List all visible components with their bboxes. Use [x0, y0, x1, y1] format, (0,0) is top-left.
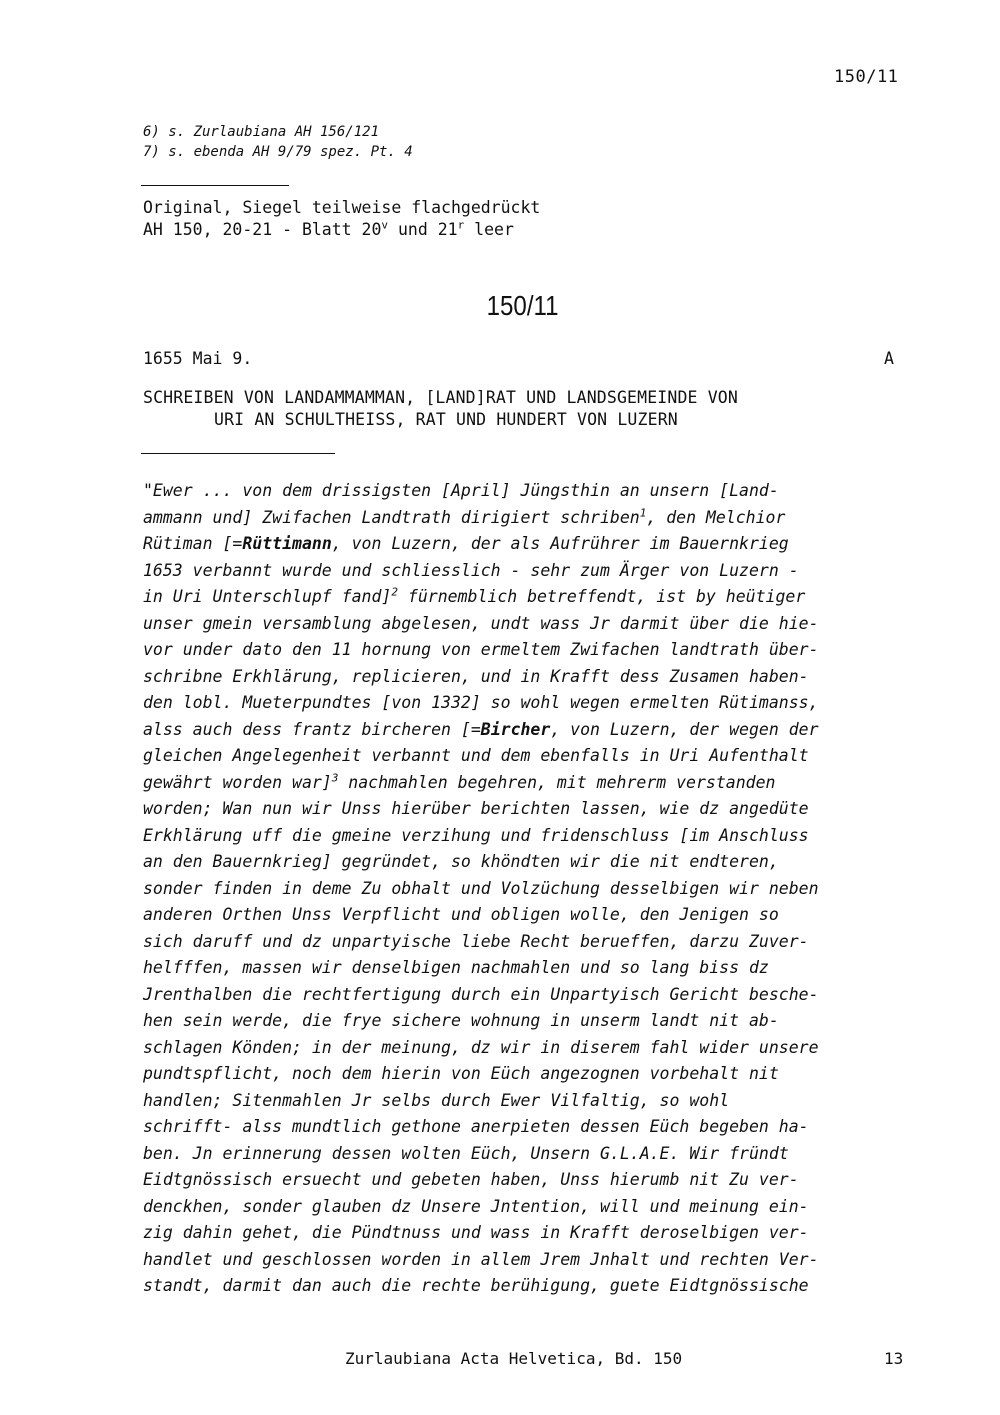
heading-divider	[141, 453, 335, 454]
body-segment: helfffen, massen wir denselbigen nachmahlen und so lang biss dz	[143, 958, 769, 977]
body-segment: sich daruff und dz unpartyische liebe Recht berueffen, darzu Zuver-	[143, 931, 809, 951]
body-segment: 1653 verbannt wurde und schliesslich - sehr zum Ärger von Luzern -	[143, 560, 799, 580]
body-segment: sonder finden in deme Zu obhalt und Volzüchung desselbigen wir neben	[143, 878, 819, 898]
footnote-divider	[141, 185, 289, 186]
document-body-text	[143, 478, 923, 1300]
body-line	[143, 1061, 923, 1088]
body-segment: , von Luzern, der wegen der	[550, 719, 819, 739]
body-line	[143, 717, 923, 744]
body-segment: alss auch dess frantz bircheren [=	[143, 719, 481, 739]
body-segment: , von Luzern, der als Aufrührer im Bauernkrieg	[331, 534, 789, 553]
body-segment: in Uri Unterschlupf fand]	[143, 587, 392, 606]
document-letter: A	[884, 349, 894, 368]
body-line	[143, 849, 923, 876]
body-line	[143, 1008, 923, 1035]
body-line	[143, 743, 923, 770]
body-line	[143, 1167, 923, 1194]
body-line	[143, 1247, 923, 1274]
body-line	[143, 902, 923, 929]
body-segment: worden; Wan nun wir Unss hierüber berichten lassen, wie dz angedüte	[143, 799, 809, 818]
body-segment: pundtspflicht, noch dem hierin von Eüch angezognen vorbehalt nit	[143, 1064, 779, 1083]
body-segment: Erkhlärung uff die gmeine verzihung und fridenschluss [im Anschluss	[143, 825, 809, 845]
body-segment: nachmahlen begehren, mit mehrerm verstanden	[338, 772, 776, 792]
superscript-v: v	[381, 218, 389, 232]
body-segment: handlet und geschlossen worden in allem Jrem Jnhalt und rechten Ver-	[143, 1249, 819, 1269]
footnote-reference: 1	[639, 506, 647, 519]
footer-page-number: 13	[884, 1349, 904, 1368]
body-line	[143, 478, 923, 505]
document-number: 150/11	[486, 290, 559, 321]
document-heading-line-1: SCHREIBEN VON LANDAMMAMMAN, [LAND]RAT UND LANDSGEMEINDE VON	[143, 388, 738, 407]
body-segment: , den Melchior	[646, 507, 786, 527]
body-line	[143, 1220, 923, 1247]
source-note-suffix: leer	[464, 220, 514, 239]
body-segment: standt, darmit dan auch die rechte berühigung, guete Eidtgnössische	[143, 1276, 809, 1295]
body-line	[143, 1114, 923, 1141]
body-segment: ammann und] Zwifachen Landtrath dirigiert schriben	[143, 507, 640, 527]
body-line	[143, 982, 923, 1009]
footer-title: Zurlaubiana Acta Helvetica, Bd. 150	[345, 1349, 683, 1368]
footnote-7: 7) s. ebenda AH 9/79 spez. Pt. 4	[143, 144, 413, 160]
body-line	[143, 876, 923, 903]
body-segment: Rütiman [=	[143, 534, 243, 553]
body-line	[143, 929, 923, 956]
source-note-line-2	[143, 220, 514, 239]
superscript-r: r	[457, 218, 465, 232]
body-segment: hen sein werde, die frye sichere wohnung in unserm landt nit ab-	[143, 1011, 779, 1030]
body-segment: "Ewer ... von dem drissigsten [April] Jüngsthin an unsern [Land-	[143, 481, 779, 500]
body-segment: anderen Orthen Unss Verpflicht und obligen wolle, den Jenigen so	[143, 905, 779, 924]
body-line	[143, 955, 923, 982]
body-line	[143, 1035, 923, 1062]
body-line	[143, 823, 923, 850]
source-note-line-1: Original, Siegel teilweise flachgedrückt	[143, 198, 541, 217]
body-line	[143, 531, 923, 558]
body-segment: unser gmein versamblung abgelesen, undt wass Jr darmit über die hie-	[143, 613, 819, 633]
body-segment: schribne Erkhlärung, replicieren, und in Krafft dess Zusamen haben-	[143, 666, 809, 686]
body-segment: gleichen Angelegenheit verbannt und dem ebenfalls in Uri Aufenthalt	[143, 746, 809, 765]
body-line	[143, 796, 923, 823]
body-line	[143, 637, 923, 664]
body-line	[143, 690, 923, 717]
body-line	[143, 611, 923, 638]
body-line	[143, 558, 923, 585]
body-line	[143, 505, 923, 532]
body-segment: den lobl. Mueterpundtes [von 1332] so wohl wegen ermelten Rütimanss,	[143, 693, 819, 712]
bold-name: Rüttimann	[242, 534, 332, 553]
body-segment: handlen; Sitenmahlen Jr selbs durch Ewer Vilfaltig, so wohl	[143, 1090, 730, 1110]
body-line	[143, 664, 923, 691]
body-segment: gewährt worden war]	[143, 772, 332, 792]
body-segment: schrifft- alss mundtlich gethone anerpieten dessen Eüch begeben ha-	[143, 1117, 809, 1136]
footnote-reference: 3	[331, 771, 339, 784]
source-note-prefix: AH 150, 20-21 - Blatt 20	[143, 220, 382, 239]
document-heading-line-2: URI AN SCHULTHEISS, RAT UND HUNDERT VON LUZERN	[214, 410, 678, 429]
body-segment: schlagen Könden; in der meinung, dz wir in diserem fahl wider unsere	[143, 1037, 819, 1057]
body-line	[143, 1141, 923, 1168]
page-number-header: 150/11	[834, 67, 899, 87]
body-segment: vor under dato den 11 hornung von ermeltem Zwifachen landtrath über-	[143, 640, 819, 659]
body-segment: ben. Jn erinnerung dessen wolten Eüch, Unsern G.L.A.E. Wir fründt	[143, 1143, 789, 1163]
body-line	[143, 1088, 923, 1115]
body-segment: an den Bauernkrieg] gegründet, so khöndten wir die nit endteren,	[143, 852, 779, 871]
bold-name: Bircher	[480, 719, 551, 739]
body-line	[143, 1194, 923, 1221]
document-date: 1655 Mai 9.	[143, 349, 253, 368]
body-line	[143, 770, 923, 797]
body-segment: Eidtgnössisch ersuecht und gebeten haben, Unss hierumb nit Zu ver-	[143, 1170, 799, 1189]
footnote-6: 6) s. Zurlaubiana AH 156/121	[143, 124, 380, 140]
body-segment: Jrenthalben die rechtfertigung durch ein Unpartyisch Gericht besche-	[143, 984, 819, 1004]
body-line	[143, 584, 923, 611]
body-segment: zig dahin gehet, die Pündtnuss und wass in Krafft deroselbigen ver-	[143, 1223, 809, 1242]
source-note-middle: und 21	[388, 220, 458, 239]
body-line	[143, 1273, 923, 1300]
body-segment: fürnemblich betreffendt, ist by heütiger	[397, 587, 806, 606]
body-segment: denckhen, sonder glauben dz Unsere Jntention, will und meinung ein-	[143, 1196, 809, 1216]
footnote-reference: 2	[391, 585, 398, 599]
